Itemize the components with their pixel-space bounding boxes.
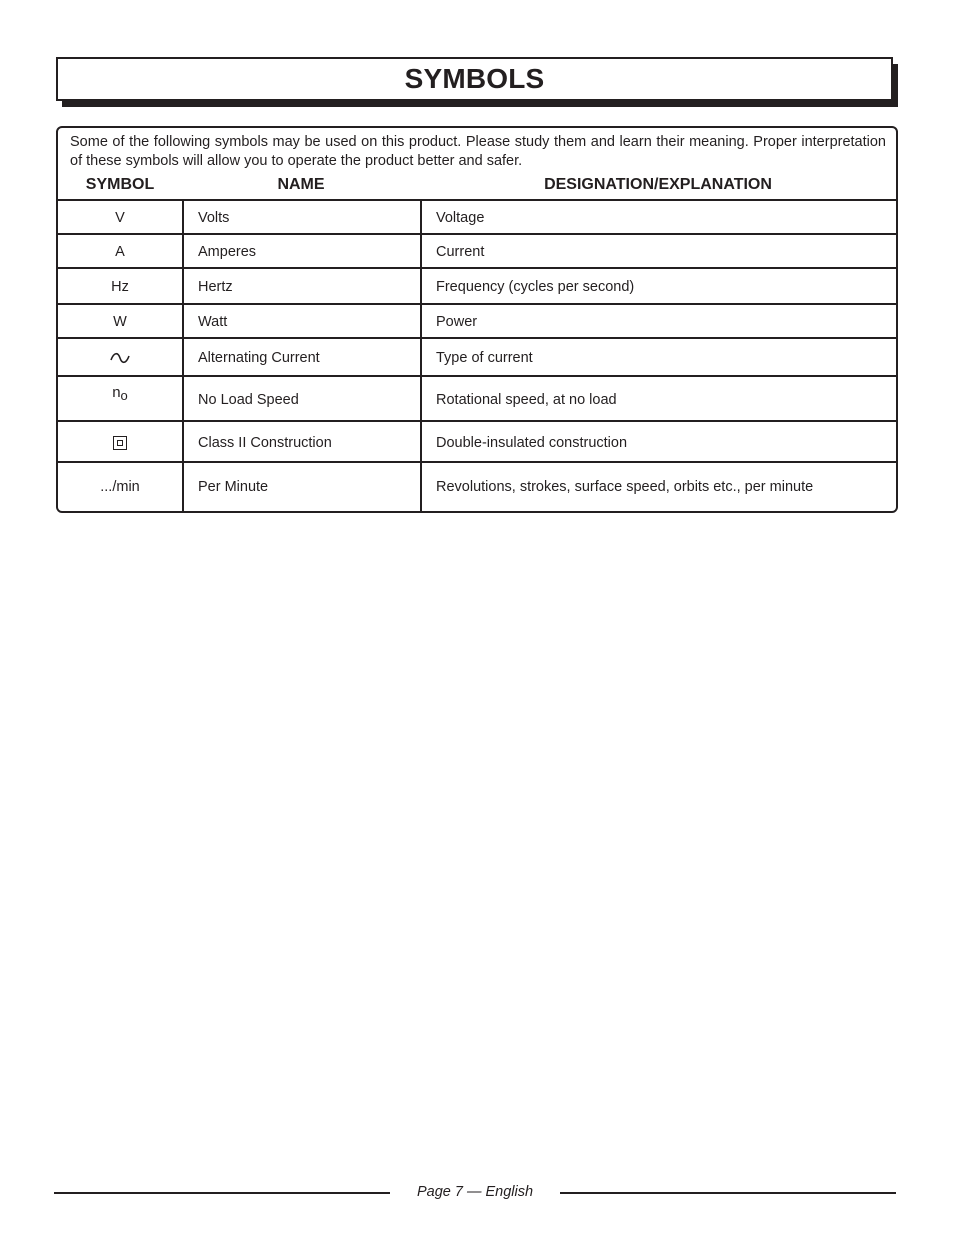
page-title: SYMBOLS bbox=[404, 63, 545, 94]
name-cell: No Load Speed bbox=[182, 377, 420, 422]
table-row bbox=[58, 233, 896, 269]
name-cell: Amperes bbox=[182, 235, 420, 269]
designation-cell: Frequency (cycles per second) bbox=[420, 269, 896, 305]
no-load-speed-symbol: $n_o$ bbox=[112, 384, 128, 403]
table-body bbox=[58, 199, 896, 511]
table-row bbox=[58, 375, 896, 422]
intro-text: Some of the following symbols may be used on this product. Please study them and learn their meaning. Proper interpretation of these symbols will allow you to operate the product better and safer. bbox=[70, 134, 886, 169]
designation-cell: Revolutions, strokes, surface speed, orbits etc., per minute bbox=[420, 463, 896, 511]
designation-cell: Rotational speed, at no load bbox=[420, 377, 896, 422]
table-row bbox=[58, 337, 896, 377]
footer-rule-right bbox=[560, 1192, 896, 1194]
name-cell: Watt bbox=[182, 305, 420, 339]
designation-cell: Double-insulated construction bbox=[420, 422, 896, 463]
symbol-cell: V bbox=[115, 210, 125, 226]
designation-cell: Voltage bbox=[420, 201, 896, 235]
header-name: NAME bbox=[277, 176, 325, 193]
alternating-current-icon bbox=[109, 351, 131, 365]
header-symbol: SYMBOL bbox=[85, 176, 155, 193]
name-cell: Per Minute bbox=[182, 463, 420, 511]
symbols-table bbox=[56, 126, 898, 513]
name-cell: Alternating Current bbox=[182, 339, 420, 377]
table-row bbox=[58, 420, 896, 463]
name-cell: Hertz bbox=[182, 269, 420, 305]
designation-cell: Power bbox=[420, 305, 896, 339]
table-row bbox=[58, 303, 896, 339]
symbol-cell: .../min bbox=[100, 479, 140, 495]
symbol-cell bbox=[58, 377, 182, 422]
title-box bbox=[56, 57, 893, 101]
footer-rule-left bbox=[54, 1192, 390, 1194]
symbol-cell bbox=[58, 422, 182, 463]
symbol-cell: W bbox=[113, 314, 127, 330]
header-designation: DESIGNATION/EXPLANATION bbox=[544, 176, 772, 193]
table-row bbox=[58, 461, 896, 511]
page-footer: Page 7 — English bbox=[416, 1184, 534, 1200]
symbol-cell: Hz bbox=[111, 279, 129, 295]
symbol-cell bbox=[58, 339, 182, 377]
designation-cell: Current bbox=[420, 235, 896, 269]
table-row bbox=[58, 199, 896, 235]
name-cell: Volts bbox=[182, 201, 420, 235]
name-cell: Class II Construction bbox=[182, 422, 420, 463]
table-row bbox=[58, 267, 896, 305]
designation-cell: Type of current bbox=[420, 339, 896, 377]
symbol-cell: A bbox=[115, 244, 125, 260]
class-ii-construction-icon bbox=[113, 436, 127, 450]
